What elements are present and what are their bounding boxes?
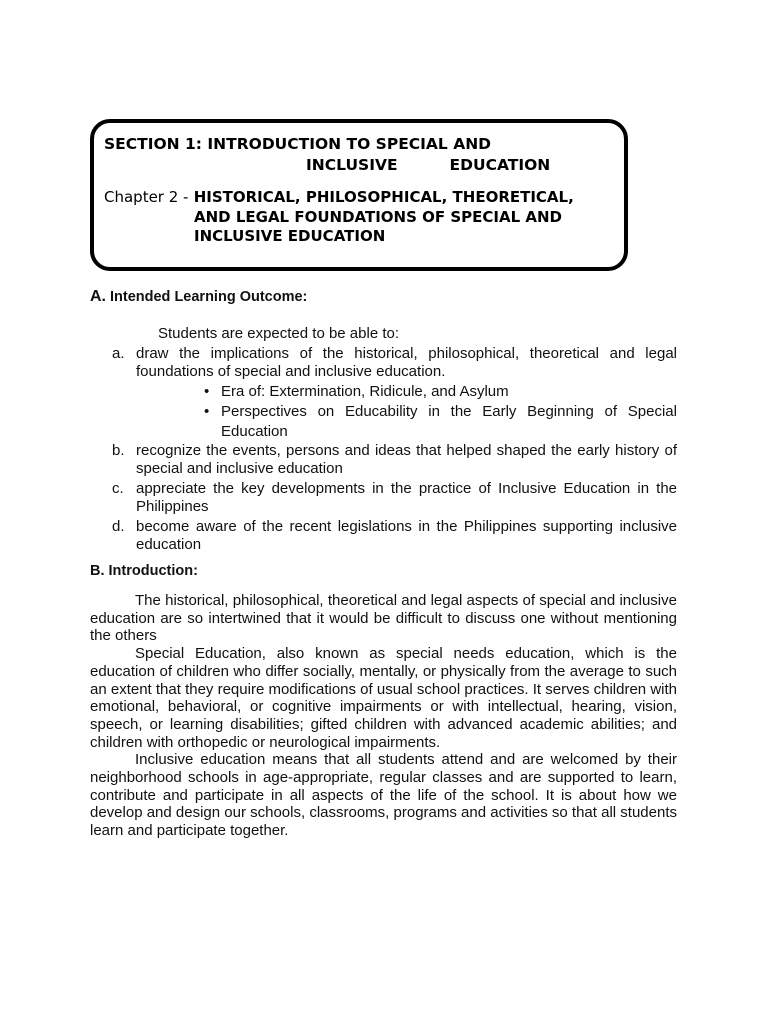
section-a-heading [90,288,307,306]
section-title-line1: SECTION 1: INTRODUCTION TO SPECIAL AND [104,135,492,153]
bullet-list [136,382,677,442]
chapter-title-line2: AND LEGAL FOUNDATIONS OF SPECIAL AND [194,208,562,226]
chapter-number: Chapter 2 - [104,188,189,206]
bullet-text: Era of: Extermination, Ridicule, and Asylum [221,383,509,400]
paragraph: Inclusive education means that all students attend and are welcomed by their neighborhood schools in age-appropriate, regular classes and are supported to learn, contribute and participate in all aspects of the life of the school. It is about how we develop and design our schools, classrooms, programs and activities so that all students learn and participate together. [90,751,677,840]
paragraph: The historical, philosophical, theoretical and legal aspects of special and inclusive education are so intertwined that it would be difficult to discuss one without mentioning the others [90,592,677,645]
introduction-body [90,592,677,840]
list-item [90,518,677,553]
section-title-box [90,119,628,271]
list-item [90,480,677,515]
section-title-word-education: EDUCATION [449,156,551,174]
list-marker: c. [112,480,124,497]
section-b-heading: B. Introduction: [90,563,198,579]
list-item [90,442,677,477]
outcomes-lead: Students are expected to be able to: [158,325,400,342]
list-item-text: recognize the events, persons and ideas that helped shaped the early history of special and inclusive education [136,442,677,477]
list-marker: d. [112,518,125,535]
outcomes-list [90,345,677,553]
paragraph: Special Education, also known as special needs education, which is the education of children who differ socially, mentally, or physically from the average to such an extent that they require modifications of usual school practices. It serves children with emotional, behavioral, or cognitive impairments or with intellectual, hearing, vision, speech, or learning disabilities; gifted children with advanced academic abilities; and children with orthopedic or neurological impairments. [90,645,677,751]
chapter-title-line1 [104,188,574,206]
section-a-letter: A. [90,288,106,305]
list-item-text: appreciate the key developments in the practice of Inclusive Education in the Philippines [136,480,677,515]
chapter-title-line3: INCLUSIVE EDUCATION [194,227,386,245]
list-item [90,345,677,442]
bullet-dot-icon: • [204,403,210,420]
bullet-item [136,402,677,442]
list-marker: b. [112,442,125,459]
list-marker: a. [112,345,125,362]
list-item-text: become aware of the recent legislations in the Philippines supporting inclusive education [136,518,677,553]
bullet-item [136,382,677,402]
section-title-line2 [306,156,550,174]
bullet-text: Perspectives on Educability in the Early Beginning of Special Education [221,403,677,440]
chapter-title-text1: HISTORICAL, PHILOSOPHICAL, THEORETICAL, [193,188,574,206]
list-item-text: draw the implications of the historical, philosophical, theoretical and legal foundations of special and inclusive education. [136,345,677,380]
section-title-word-inclusive: INCLUSIVE [306,156,398,174]
bullet-dot-icon: • [204,383,210,400]
section-a-title: Intended Learning Outcome: [110,289,308,305]
